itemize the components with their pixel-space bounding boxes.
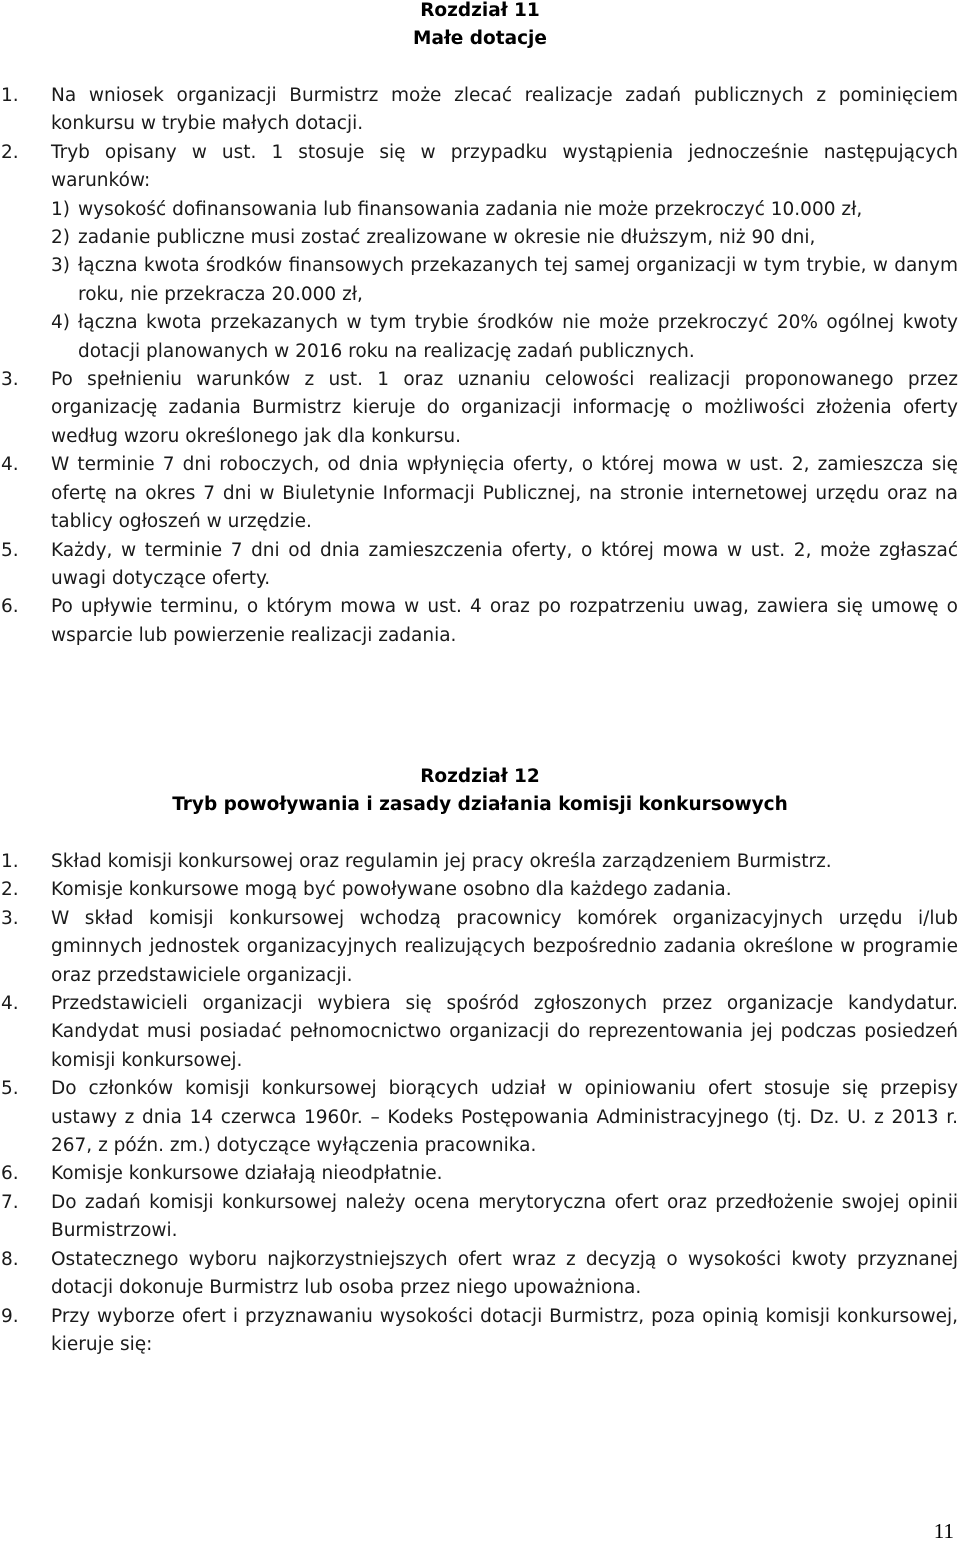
chapter-12-heading [0,763,960,820]
sub-item-text: zadanie publiczne musi zostać zrealizowane w okresie nie dłuższym, niż 90 dni, [78,227,816,249]
item-text: Do członków komisji konkursowej biorących udział w opiniowaniu ofert stosuje się przepisy ustawy z dnia 14 czerwca 1960r. – Kodeks Postępowania Administracyjnego (tj. Dz. U. z 2013 r. 267, z późn. zm.) dotyczące wyłączenia pracownika. [51,1078,958,1157]
list-item [0,139,958,196]
list-item [0,1075,958,1160]
item-text: Ostatecznego wyboru najkorzystniejszych ofert wraz z decyzją o wysokości kwoty przyznanej dotacji dokonuje Burmistrz lub osoba przez niego upoważniona. [51,1248,958,1299]
list-item [0,593,958,650]
chapter-11-list [0,82,958,650]
item-text: Komisje konkursowe mogą być powoływane osobno dla każdego zadania. [51,879,732,901]
sub-item-number: 2) [51,227,70,249]
sub-item-text: wysokość dofinansowania lub finansowania zadania nie może przekroczyć 10.000 zł, [78,198,863,220]
sub-list-item [0,224,958,252]
item-text: W terminie 7 dni roboczych, od dnia wpłynięcia oferty, o której mowa w ust. 2, zamieszcza się ofertę na okres 7 dni w Biuletynie Informacji Publicznej, na stronie internetowej urzędu oraz na tablicy ogłoszeń w urzędzie. [51,454,958,533]
item-number: 4. [1,454,19,476]
list-item [0,1189,958,1246]
sub-item-number: 3) [51,255,70,277]
item-text: Skład komisji konkursowej oraz regulamin jej pracy określa zarządzeniem Burmistrz. [51,851,832,872]
list-item [0,905,958,990]
item-number: 5. [1,539,19,561]
list-item [0,537,958,594]
item-number: 2. [1,879,19,901]
item-number: 3. [1,369,19,391]
list-item [0,366,958,451]
sub-list-item [0,252,958,309]
sub-list-item [0,196,958,224]
item-text: Przedstawicieli organizacji wybiera się spośród zgłoszonych przez organizacje kandydatur. Kandydat musi posiadać pełnomocnictwo organizacji do reprezentowania jej podczas posiedzeń komisji konkursowej. [51,993,958,1071]
item-number: 8. [1,1248,19,1270]
chapter-11-heading [0,0,960,54]
list-item [0,848,958,876]
list-item [0,876,958,904]
chapter-12-title: Rozdział 12 [420,766,540,787]
page-number: 11 [933,1519,954,1543]
item-number: 3. [1,907,19,929]
item-text: Po spełnieniu warunków z ust. 1 oraz uznaniu celowości realizacji proponowanego przez organizację zadania Burmistrz kieruje do organizacji informację o możliwości złożenia oferty według wzoru określonego jak dla konkursu. [51,369,958,447]
list-item [0,451,958,536]
item-text: Tryb opisany w ust. 1 stosuje się w przypadku wystąpienia jednocześnie następujących warunków: [51,141,958,192]
item-number: 4. [1,993,19,1015]
item-number: 5. [1,1078,19,1100]
item-number: 1. [1,851,19,872]
sub-item-text: łączna kwota przekazanych w tym trybie środków nie może przekroczyć 20% ogólnej kwoty dotacji planowanych w 2016 roku na realizację zadań publicznych. [78,312,958,362]
list-item [0,1160,958,1188]
list-item [0,1303,958,1360]
chapter-12-subtitle: Tryb powoływania i zasady działania komisji konkursowych [172,794,788,816]
list-item [0,990,958,1075]
sub-item-text: łączna kwota środków finansowych przekazanych tej samej organizacji w tym trybie, w danym roku, nie przekracza 20.000 zł, [78,255,958,305]
item-text: Po upływie terminu, o którym mowa w ust. 4 oraz po rozpatrzeniu uwag, zawiera się umowę o wsparcie lub powierzenie realizacji zadania. [51,596,958,646]
item-text: W skład komisji konkursowej wchodzą pracownicy komórek organizacyjnych urzędu i/lub gminnych jednostek organizacyjnych realizujących bezpośrednio zadania określone w programie oraz przedstawiciele organizacji. [51,907,958,986]
sub-item-number: 1) [51,198,70,220]
item-number: 1. [1,85,19,106]
item-number: 6. [1,596,19,618]
sub-item-number: 4) [51,312,70,334]
item-text: Do zadań komisji konkursowej należy ocena merytoryczna ofert oraz przedłożenie swojej opinii Burmistrzowi. [51,1191,958,1242]
item-text: Komisje konkursowe działają nieodpłatnie. [51,1163,443,1185]
item-number: 7. [1,1191,19,1213]
item-number: 2. [1,141,19,163]
item-text: Przy wyborze ofert i przyznawaniu wysokości dotacji Burmistrz, poza opinią komisji konkursowej, kieruje się: [51,1305,958,1355]
list-item [0,82,958,139]
item-text: Każdy, w terminie 7 dni od dnia zamieszczenia oferty, o której mowa w ust. 2, może zgłaszać uwagi dotyczące oferty. [51,539,958,589]
chapter-11-title: Rozdział 11 [420,0,540,21]
item-number: 9. [1,1305,19,1327]
item-text: Na wniosek organizacji Burmistrz może zlecać realizacje zadań publicznych z pominięciem konkursu w trybie małych dotacji. [51,85,958,135]
item-number: 6. [1,1163,19,1185]
chapter-11-subtitle: Małe dotacje [413,28,547,50]
sub-list-item [0,309,958,366]
chapter-12-list [0,848,958,1359]
list-item [0,1246,958,1303]
